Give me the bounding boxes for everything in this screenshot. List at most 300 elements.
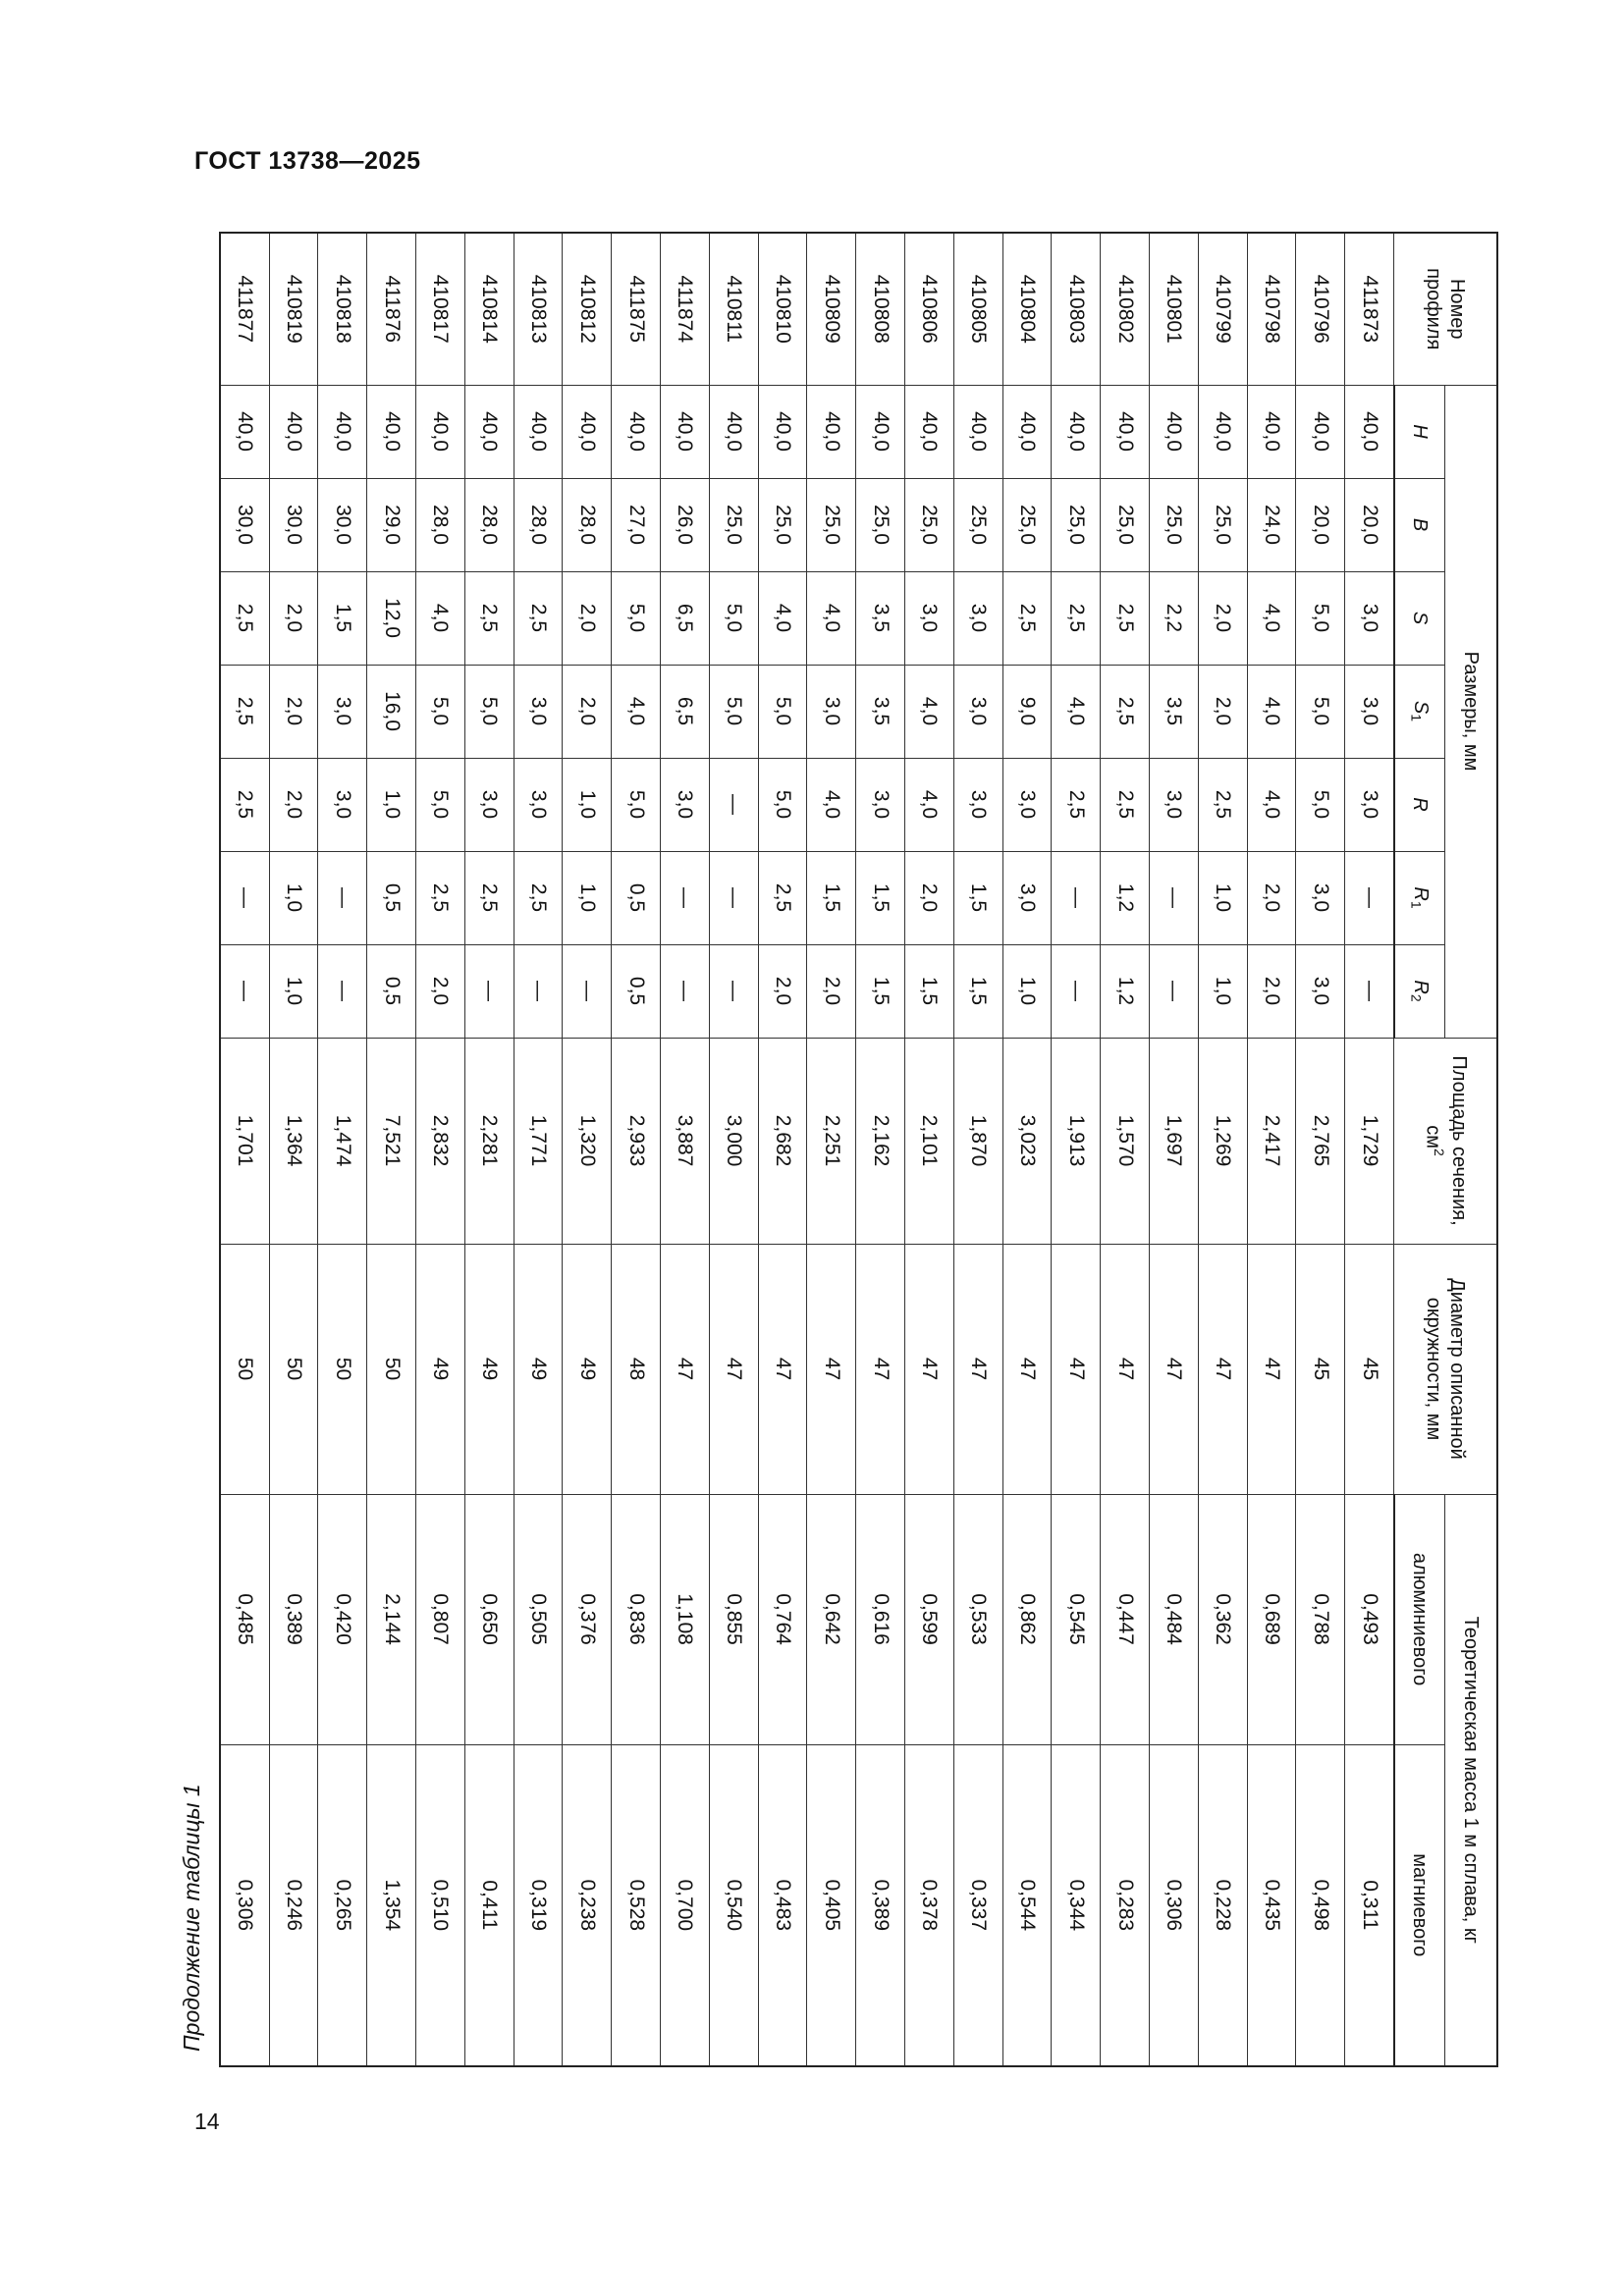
- cell-R: 3,0: [514, 758, 563, 851]
- header-aluminum: алюминиевого: [1394, 1494, 1445, 1744]
- cell-mass-aluminum: 0,855: [709, 1494, 758, 1744]
- header-row-1: [1445, 233, 1498, 2066]
- cell-H: 40,0: [416, 385, 465, 478]
- cell-S1: 3,0: [514, 665, 563, 758]
- cell-mass-magnesium: 0,319: [514, 1744, 563, 2066]
- cell-R: 3,0: [1002, 758, 1052, 851]
- cell-mass-aluminum: 0,484: [1150, 1494, 1199, 1744]
- cell-profile-number: 410818: [318, 233, 367, 385]
- cell-mass-magnesium: 0,528: [612, 1744, 661, 2066]
- cell-profile-number: 411873: [1345, 233, 1394, 385]
- table-container: [234, 232, 1498, 2065]
- cell-S1: 3,0: [953, 665, 1002, 758]
- cell-area: 1,913: [1052, 1038, 1101, 1244]
- cell-mass-aluminum: 0,807: [416, 1494, 465, 1744]
- table-body: [220, 233, 1394, 2066]
- cell-B: 26,0: [661, 478, 710, 571]
- cell-profile-number: 410804: [1002, 233, 1052, 385]
- cell-area: 7,521: [367, 1038, 416, 1244]
- cell-B: 27,0: [612, 478, 661, 571]
- cell-area: 2,933: [612, 1038, 661, 1244]
- cell-H: 40,0: [905, 385, 954, 478]
- cell-S: 2,5: [514, 571, 563, 665]
- cell-mass-aluminum: 0,376: [563, 1494, 612, 1744]
- table-row: [1002, 233, 1052, 2066]
- cell-R: 5,0: [758, 758, 807, 851]
- cell-diameter: 45: [1296, 1244, 1345, 1494]
- cell-S: 5,0: [1296, 571, 1345, 665]
- cell-S1: 5,0: [464, 665, 514, 758]
- cell-area: 3,887: [661, 1038, 710, 1244]
- cell-R1: 3,0: [1002, 851, 1052, 944]
- cell-S: 2,0: [269, 571, 318, 665]
- cell-profile-number: 410809: [807, 233, 856, 385]
- cell-H: 40,0: [367, 385, 416, 478]
- cell-diameter: 47: [1198, 1244, 1247, 1494]
- cell-S: 12,0: [367, 571, 416, 665]
- cell-R: 2,5: [1052, 758, 1101, 851]
- cell-B: 30,0: [220, 478, 269, 571]
- cell-profile-number: 410812: [563, 233, 612, 385]
- cell-B: 25,0: [856, 478, 905, 571]
- cell-R: —: [709, 758, 758, 851]
- cell-R1: 2,5: [416, 851, 465, 944]
- cell-S: 5,0: [709, 571, 758, 665]
- cell-area: 2,832: [416, 1038, 465, 1244]
- table-row: [758, 233, 807, 2066]
- cell-H: 40,0: [1247, 385, 1296, 478]
- table-row: [269, 233, 318, 2066]
- cell-profile-number: 410805: [953, 233, 1002, 385]
- cell-diameter: 47: [1052, 1244, 1101, 1494]
- cell-mass-magnesium: 0,411: [464, 1744, 514, 2066]
- cell-area: 1,697: [1150, 1038, 1199, 1244]
- cell-R2: 0,5: [612, 944, 661, 1038]
- table-row: [612, 233, 661, 2066]
- cell-R1: 1,0: [563, 851, 612, 944]
- cell-R1: 1,5: [807, 851, 856, 944]
- cell-S: 3,0: [953, 571, 1002, 665]
- cell-R1: —: [318, 851, 367, 944]
- cell-R: 4,0: [1247, 758, 1296, 851]
- cell-S: 3,0: [1345, 571, 1394, 665]
- cell-S: 2,2: [1150, 571, 1199, 665]
- cell-H: 40,0: [709, 385, 758, 478]
- cell-mass-magnesium: 1,354: [367, 1744, 416, 2066]
- cell-R2: —: [220, 944, 269, 1038]
- cell-S: 3,0: [905, 571, 954, 665]
- header-R1: [1394, 851, 1445, 944]
- cell-profile-number: 410808: [856, 233, 905, 385]
- header-area: [1394, 1038, 1497, 1244]
- cell-R2: 0,5: [367, 944, 416, 1038]
- cell-profile-number: 410802: [1101, 233, 1150, 385]
- cell-S: 2,5: [464, 571, 514, 665]
- cell-mass-magnesium: 0,700: [661, 1744, 710, 2066]
- header-S: S: [1394, 571, 1445, 665]
- cell-B: 25,0: [1002, 478, 1052, 571]
- cell-R2: —: [563, 944, 612, 1038]
- cell-S: 1,5: [318, 571, 367, 665]
- cell-B: 25,0: [953, 478, 1002, 571]
- table-row: [1345, 233, 1394, 2066]
- cell-mass-aluminum: 0,599: [905, 1494, 954, 1744]
- cell-mass-aluminum: 2,144: [367, 1494, 416, 1744]
- cell-R1: 0,5: [612, 851, 661, 944]
- header-dimensions: Размеры, мм: [1445, 385, 1498, 1038]
- cell-diameter: 47: [758, 1244, 807, 1494]
- cell-R: 2,5: [1198, 758, 1247, 851]
- cell-H: 40,0: [318, 385, 367, 478]
- cell-S: 2,0: [1198, 571, 1247, 665]
- cell-mass-aluminum: 1,108: [661, 1494, 710, 1744]
- table-row: [661, 233, 710, 2066]
- cell-mass-magnesium: 0,311: [1345, 1744, 1394, 2066]
- cell-S1: 3,0: [807, 665, 856, 758]
- cell-diameter: 47: [1002, 1244, 1052, 1494]
- cell-mass-magnesium: 0,510: [416, 1744, 465, 2066]
- cell-R1: —: [661, 851, 710, 944]
- cell-R: 3,0: [464, 758, 514, 851]
- cell-R2: —: [318, 944, 367, 1038]
- header-S1-base: S: [1409, 700, 1432, 715]
- cell-S1: 4,0: [1052, 665, 1101, 758]
- cell-mass-magnesium: 0,246: [269, 1744, 318, 2066]
- cell-area: 1,570: [1101, 1038, 1150, 1244]
- cell-S1: 3,5: [1150, 665, 1199, 758]
- cell-area: 1,729: [1345, 1038, 1394, 1244]
- cell-S1: 5,0: [758, 665, 807, 758]
- cell-area: 2,417: [1247, 1038, 1296, 1244]
- cell-B: 20,0: [1296, 478, 1345, 571]
- cell-mass-magnesium: 0,306: [1150, 1744, 1199, 2066]
- cell-R1: —: [1150, 851, 1199, 944]
- cell-profile-number: 410798: [1247, 233, 1296, 385]
- cell-area: 2,281: [464, 1038, 514, 1244]
- cell-H: 40,0: [612, 385, 661, 478]
- cell-S1: 2,5: [1101, 665, 1150, 758]
- cell-mass-aluminum: 0,505: [514, 1494, 563, 1744]
- cell-S: 2,5: [1002, 571, 1052, 665]
- profiles-table: [219, 232, 1498, 2067]
- cell-diameter: 47: [953, 1244, 1002, 1494]
- cell-R: 4,0: [905, 758, 954, 851]
- cell-mass-magnesium: 0,378: [905, 1744, 954, 2066]
- cell-R: 2,5: [1101, 758, 1150, 851]
- cell-R2: —: [661, 944, 710, 1038]
- cell-mass-aluminum: 0,862: [1002, 1494, 1052, 1744]
- cell-H: 40,0: [269, 385, 318, 478]
- document-header: ГОСТ 13738—2025: [194, 147, 421, 175]
- cell-mass-magnesium: 0,265: [318, 1744, 367, 2066]
- cell-R1: 1,0: [1198, 851, 1247, 944]
- cell-R1: 0,5: [367, 851, 416, 944]
- table-row: [1247, 233, 1296, 2066]
- cell-S: 2,0: [563, 571, 612, 665]
- cell-R2: 1,0: [1198, 944, 1247, 1038]
- cell-S: 5,0: [612, 571, 661, 665]
- header-H: H: [1394, 385, 1445, 478]
- cell-diameter: 50: [367, 1244, 416, 1494]
- cell-mass-magnesium: 0,540: [709, 1744, 758, 2066]
- cell-diameter: 47: [1150, 1244, 1199, 1494]
- cell-B: 25,0: [758, 478, 807, 571]
- cell-diameter: 47: [905, 1244, 954, 1494]
- cell-area: 2,682: [758, 1038, 807, 1244]
- cell-H: 40,0: [807, 385, 856, 478]
- cell-R2: 2,0: [807, 944, 856, 1038]
- cell-R2: 1,5: [953, 944, 1002, 1038]
- cell-R1: —: [1345, 851, 1394, 944]
- cell-mass-aluminum: 0,485: [220, 1494, 269, 1744]
- cell-R2: —: [1150, 944, 1199, 1038]
- cell-area: 1,771: [514, 1038, 563, 1244]
- cell-diameter: 47: [709, 1244, 758, 1494]
- cell-mass-magnesium: 0,435: [1247, 1744, 1296, 2066]
- cell-R2: —: [514, 944, 563, 1038]
- cell-area: 3,023: [1002, 1038, 1052, 1244]
- cell-S1: 6,5: [661, 665, 710, 758]
- header-area-label: Площадь сечения, см: [1421, 1055, 1470, 1226]
- cell-S: 2,5: [1052, 571, 1101, 665]
- cell-R2: —: [709, 944, 758, 1038]
- cell-B: 25,0: [1198, 478, 1247, 571]
- header-S1-sub: 1: [1408, 714, 1425, 722]
- cell-area: 2,101: [905, 1038, 954, 1244]
- cell-S1: 3,5: [856, 665, 905, 758]
- cell-area: 2,251: [807, 1038, 856, 1244]
- cell-R2: —: [464, 944, 514, 1038]
- cell-R2: 2,0: [416, 944, 465, 1038]
- table-row: [1101, 233, 1150, 2066]
- cell-diameter: 49: [514, 1244, 563, 1494]
- cell-B: 20,0: [1345, 478, 1394, 571]
- cell-area: 2,162: [856, 1038, 905, 1244]
- cell-R1: 1,5: [953, 851, 1002, 944]
- table-row: [807, 233, 856, 2066]
- cell-mass-aluminum: 0,836: [612, 1494, 661, 1744]
- cell-R: 4,0: [807, 758, 856, 851]
- cell-H: 40,0: [220, 385, 269, 478]
- cell-diameter: 45: [1345, 1244, 1394, 1494]
- cell-profile-number: 411877: [220, 233, 269, 385]
- cell-B: 24,0: [1247, 478, 1296, 571]
- cell-R2: 1,2: [1101, 944, 1150, 1038]
- cell-H: 40,0: [1345, 385, 1394, 478]
- cell-S1: 3,0: [1345, 665, 1394, 758]
- cell-R1: 2,0: [1247, 851, 1296, 944]
- cell-R: 3,0: [318, 758, 367, 851]
- cell-profile-number: 410811: [709, 233, 758, 385]
- cell-R2: 1,5: [905, 944, 954, 1038]
- cell-H: 40,0: [563, 385, 612, 478]
- cell-mass-aluminum: 0,389: [269, 1494, 318, 1744]
- table-row: [563, 233, 612, 2066]
- cell-R: 3,0: [856, 758, 905, 851]
- cell-mass-magnesium: 0,483: [758, 1744, 807, 2066]
- cell-R: 5,0: [416, 758, 465, 851]
- cell-R: 3,0: [1150, 758, 1199, 851]
- cell-diameter: 50: [220, 1244, 269, 1494]
- header-magnesium: магниевого: [1394, 1744, 1445, 2066]
- cell-S1: 4,0: [612, 665, 661, 758]
- cell-diameter: 47: [807, 1244, 856, 1494]
- cell-H: 40,0: [1296, 385, 1345, 478]
- cell-profile-number: 410801: [1150, 233, 1199, 385]
- cell-R1: —: [1052, 851, 1101, 944]
- cell-profile-number: 410819: [269, 233, 318, 385]
- cell-mass-aluminum: 0,689: [1247, 1494, 1296, 1744]
- cell-H: 40,0: [1052, 385, 1101, 478]
- table-row: [1198, 233, 1247, 2066]
- cell-B: 28,0: [464, 478, 514, 571]
- cell-S1: 5,0: [709, 665, 758, 758]
- cell-S1: 2,0: [269, 665, 318, 758]
- cell-area: 3,000: [709, 1038, 758, 1244]
- cell-profile-number: 410814: [464, 233, 514, 385]
- cell-mass-aluminum: 0,545: [1052, 1494, 1101, 1744]
- header-R1-base: R: [1409, 886, 1432, 901]
- header-S1: [1394, 665, 1445, 758]
- cell-B: 25,0: [1052, 478, 1101, 571]
- table-row: [709, 233, 758, 2066]
- cell-profile-number: 410799: [1198, 233, 1247, 385]
- cell-R1: —: [220, 851, 269, 944]
- cell-area: 1,701: [220, 1038, 269, 1244]
- table-row: [464, 233, 514, 2066]
- cell-B: 25,0: [709, 478, 758, 571]
- cell-B: 29,0: [367, 478, 416, 571]
- cell-S1: 2,5: [220, 665, 269, 758]
- cell-S: 4,0: [807, 571, 856, 665]
- header-R2-sub: 2: [1408, 993, 1425, 1002]
- cell-diameter: 50: [269, 1244, 318, 1494]
- cell-R: 1,0: [367, 758, 416, 851]
- cell-mass-aluminum: 0,788: [1296, 1494, 1345, 1744]
- cell-S: 6,5: [661, 571, 710, 665]
- cell-R1: 1,0: [269, 851, 318, 944]
- cell-S1: 5,0: [1296, 665, 1345, 758]
- cell-R2: 3,0: [1296, 944, 1345, 1038]
- table-caption: Продолжение таблицы 1: [179, 1784, 204, 2052]
- cell-H: 40,0: [514, 385, 563, 478]
- cell-B: 25,0: [1101, 478, 1150, 571]
- cell-mass-aluminum: 0,447: [1101, 1494, 1150, 1744]
- header-diameter: Диаметр описанной окружности, мм: [1394, 1244, 1497, 1494]
- cell-B: 28,0: [514, 478, 563, 571]
- cell-profile-number: 410796: [1296, 233, 1345, 385]
- cell-R: 2,5: [220, 758, 269, 851]
- cell-profile-number: 410817: [416, 233, 465, 385]
- cell-R: 1,0: [563, 758, 612, 851]
- cell-R2: 1,0: [269, 944, 318, 1038]
- cell-R: 3,0: [1345, 758, 1394, 851]
- table-row: [220, 233, 269, 2066]
- cell-profile-number: 411874: [661, 233, 710, 385]
- cell-diameter: 50: [318, 1244, 367, 1494]
- cell-area: 1,269: [1198, 1038, 1247, 1244]
- cell-B: 25,0: [1150, 478, 1199, 571]
- cell-B: 25,0: [905, 478, 954, 571]
- cell-diameter: 49: [416, 1244, 465, 1494]
- cell-mass-aluminum: 0,493: [1345, 1494, 1394, 1744]
- cell-diameter: 47: [1247, 1244, 1296, 1494]
- cell-mass-magnesium: 0,405: [807, 1744, 856, 2066]
- header-B: B: [1394, 478, 1445, 571]
- table-row: [514, 233, 563, 2066]
- cell-S: 4,0: [1247, 571, 1296, 665]
- cell-R2: —: [1345, 944, 1394, 1038]
- cell-diameter: 47: [661, 1244, 710, 1494]
- table-row: [416, 233, 465, 2066]
- cell-profile-number: 411876: [367, 233, 416, 385]
- cell-B: 30,0: [318, 478, 367, 571]
- header-R1-sub: 1: [1408, 900, 1425, 909]
- table-row: [905, 233, 954, 2066]
- cell-R: 2,0: [269, 758, 318, 851]
- cell-profile-number: 410810: [758, 233, 807, 385]
- cell-diameter: 47: [856, 1244, 905, 1494]
- cell-S: 2,5: [220, 571, 269, 665]
- cell-R2: 1,5: [856, 944, 905, 1038]
- cell-mass-magnesium: 0,344: [1052, 1744, 1101, 2066]
- table-row: [367, 233, 416, 2066]
- cell-area: 1,320: [563, 1038, 612, 1244]
- cell-mass-magnesium: 0,544: [1002, 1744, 1052, 2066]
- cell-R1: 2,5: [514, 851, 563, 944]
- cell-H: 40,0: [758, 385, 807, 478]
- cell-H: 40,0: [856, 385, 905, 478]
- cell-mass-magnesium: 0,389: [856, 1744, 905, 2066]
- cell-B: 25,0: [807, 478, 856, 571]
- cell-S1: 16,0: [367, 665, 416, 758]
- cell-S1: 3,0: [318, 665, 367, 758]
- cell-B: 28,0: [416, 478, 465, 571]
- cell-R1: 2,5: [464, 851, 514, 944]
- cell-mass-magnesium: 0,306: [220, 1744, 269, 2066]
- cell-mass-magnesium: 0,337: [953, 1744, 1002, 2066]
- table-row: [1052, 233, 1101, 2066]
- cell-H: 40,0: [953, 385, 1002, 478]
- cell-mass-aluminum: 0,616: [856, 1494, 905, 1744]
- cell-S: 2,5: [1101, 571, 1150, 665]
- cell-R1: 2,5: [758, 851, 807, 944]
- cell-R2: 1,0: [1002, 944, 1052, 1038]
- cell-R2: —: [1052, 944, 1101, 1038]
- cell-mass-aluminum: 0,362: [1198, 1494, 1247, 1744]
- header-R: R: [1394, 758, 1445, 851]
- table-row: [318, 233, 367, 2066]
- cell-S1: 5,0: [416, 665, 465, 758]
- table-row: [856, 233, 905, 2066]
- cell-area: 1,870: [953, 1038, 1002, 1244]
- cell-R: 5,0: [612, 758, 661, 851]
- cell-mass-aluminum: 0,650: [464, 1494, 514, 1744]
- header-R2: [1394, 944, 1445, 1038]
- cell-R1: 3,0: [1296, 851, 1345, 944]
- cell-mass-aluminum: 0,642: [807, 1494, 856, 1744]
- cell-R1: 1,5: [856, 851, 905, 944]
- cell-B: 30,0: [269, 478, 318, 571]
- cell-S: 4,0: [416, 571, 465, 665]
- header-R2-base: R: [1409, 980, 1432, 994]
- cell-R: 5,0: [1296, 758, 1345, 851]
- cell-H: 40,0: [1150, 385, 1199, 478]
- page-number: 14: [194, 2109, 220, 2134]
- cell-profile-number: 410813: [514, 233, 563, 385]
- cell-B: 28,0: [563, 478, 612, 571]
- table-row: [1150, 233, 1199, 2066]
